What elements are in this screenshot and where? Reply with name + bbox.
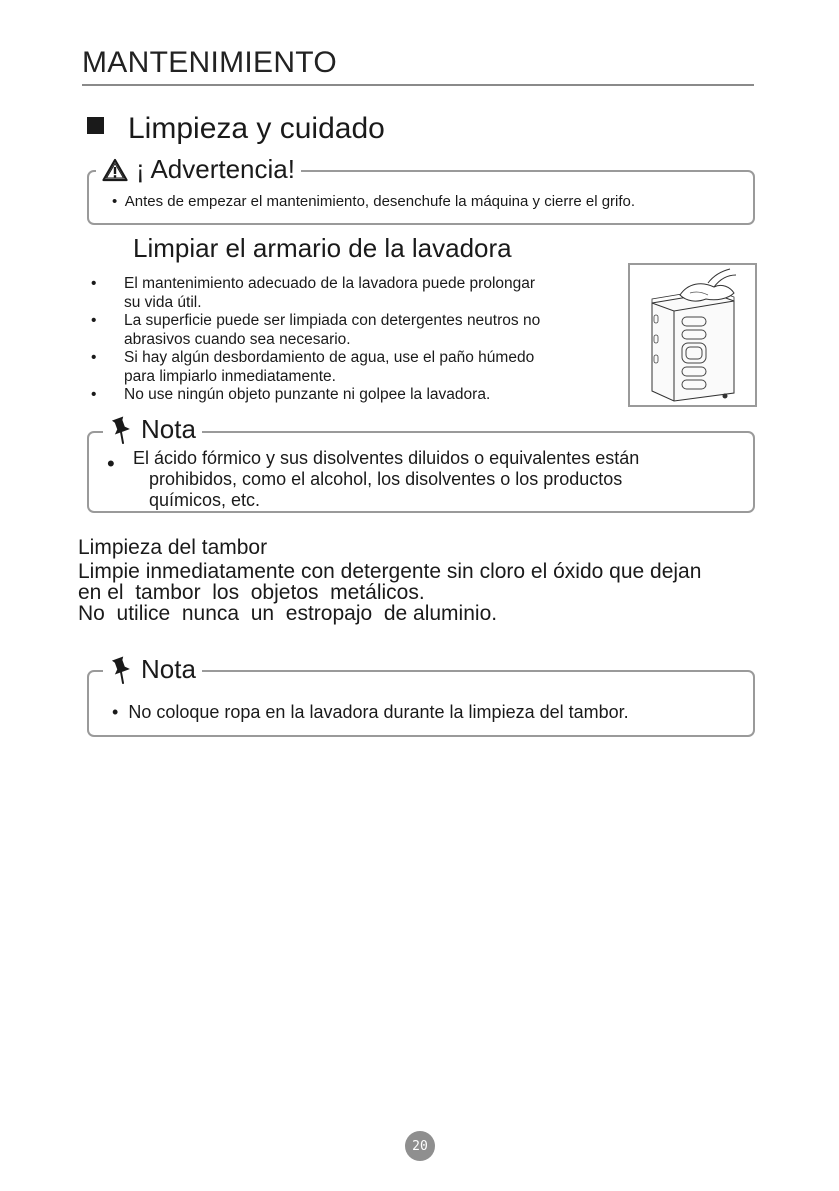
note-text bbox=[133, 448, 733, 511]
drum-text-line: No utilice nunca un estropajo de aluminio. bbox=[78, 602, 498, 625]
note-label: Nota bbox=[141, 654, 196, 684]
page-number: 20 bbox=[405, 1131, 435, 1161]
cabinet-list bbox=[86, 275, 621, 405]
drum-text-line: en el tambor los objetos metálicos. bbox=[78, 581, 425, 604]
pushpin-icon bbox=[109, 656, 133, 684]
title-divider bbox=[82, 84, 754, 86]
warning-triangle-icon bbox=[102, 158, 128, 182]
note-header bbox=[103, 654, 202, 685]
page-title: MANTENIMIENTO bbox=[82, 46, 338, 79]
bullet: • bbox=[112, 702, 119, 722]
bullet: • bbox=[107, 451, 115, 476]
note-line: El ácido fórmico y sus disolventes diluidos o equivalentes están bbox=[133, 448, 640, 468]
bullet: • bbox=[112, 193, 118, 210]
warning-header bbox=[96, 154, 301, 185]
pushpin-icon bbox=[109, 416, 133, 444]
list-item: • No use ningún objeto punzante ni golpee la lavadora. bbox=[91, 386, 491, 403]
warning-text bbox=[112, 193, 635, 210]
drum-title: Limpieza del tambor bbox=[78, 536, 268, 559]
note-header bbox=[103, 414, 202, 445]
warning-text-content: Antes de empezar el mantenimiento, desenchufe la máquina y cierre el grifo. bbox=[124, 193, 636, 210]
note-text bbox=[112, 702, 629, 723]
list-item: • Si hay algún desbordamiento de agua, use el paño húmedo para limpiarlo inmediatamente. bbox=[91, 349, 535, 385]
note-text-content: No coloque ropa en la lavadora durante la limpieza del tambor. bbox=[128, 702, 629, 722]
warning-label: ¡ Advertencia! bbox=[136, 154, 295, 184]
washing-machine-cleaning-illustration bbox=[628, 263, 757, 407]
list-item: • La superficie puede ser limpiada con detergentes neutros no abrasivos cuando sea necesario. bbox=[91, 312, 541, 348]
list-item: • El mantenimiento adecuado de la lavadora puede prolongar su vida útil. bbox=[91, 275, 536, 311]
section-bullet-square bbox=[87, 117, 104, 134]
note-line: químicos, etc. bbox=[149, 490, 261, 510]
note-label: Nota bbox=[141, 414, 196, 444]
cabinet-title: Limpiar el armario de la lavadora bbox=[133, 233, 512, 263]
note-line: prohibidos, como el alcohol, los disolventes o los productos bbox=[149, 469, 623, 489]
drum-text-line: Limpie inmediatamente con detergente sin cloro el óxido que dejan bbox=[78, 560, 702, 583]
section-title: Limpieza y cuidado bbox=[128, 112, 385, 145]
